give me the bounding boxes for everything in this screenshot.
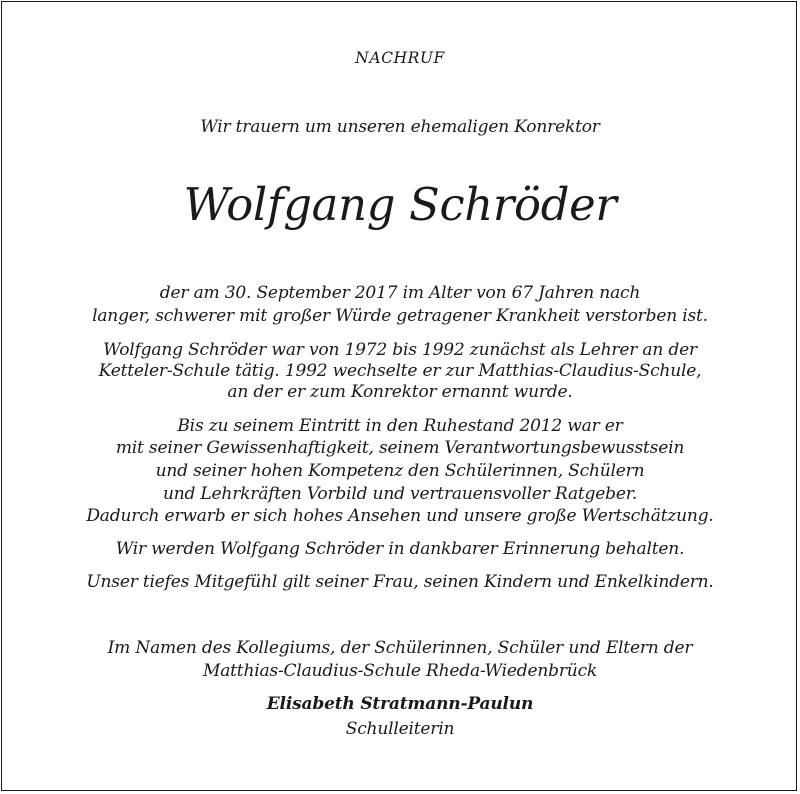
paragraph-line: Wolfgang Schröder war von 1972 bis 1992 zunächst als Lehrer an der	[103, 340, 697, 360]
paragraph-line: und Lehrkräften Vorbild und vertrauensvoller Ratgeber.	[162, 484, 638, 504]
notice-heading: NACHRUF	[355, 49, 445, 67]
paragraph-line: langer, schwerer mit großer Würde getragener Krankheit verstorben ist.	[92, 306, 708, 326]
paragraph-line: und seiner hohen Kompetenz den Schülerinnen, Schülern	[155, 461, 645, 481]
signatory-title: Schulleiterin	[345, 719, 455, 739]
paragraph-line: Dadurch erwarb er sich hohes Ansehen und unsere große Wertschätzung.	[86, 506, 714, 526]
closing-line: Im Namen des Kollegiums, der Schülerinnen, Schüler und Eltern der	[107, 638, 693, 658]
paragraph-line: Ketteler-Schule tätig. 1992 wechselte er zur Matthias-Claudius-Schule,	[98, 361, 702, 381]
paragraph-line: Wir werden Wolfgang Schröder in dankbarer Erinnerung behalten.	[115, 539, 685, 559]
deceased-name: Wolfgang Schröder	[183, 178, 617, 231]
paragraph-line: der am 30. September 2017 im Alter von 67 Jahren nach	[159, 283, 641, 303]
closing-line: Matthias-Claudius-Schule Rheda-Wiedenbrück	[202, 661, 598, 681]
intro-line: Wir trauern um unseren ehemaligen Konrektor	[200, 117, 600, 137]
paragraph-line: mit seiner Gewissenhaftigkeit, seinem Verantwortungsbewusstsein	[115, 438, 685, 458]
paragraph-line: an der er zum Konrektor ernannt wurde.	[227, 382, 573, 402]
signatory-name: Elisabeth Stratmann-Paulun	[266, 694, 534, 714]
paragraph-line: Bis zu seinem Eintritt in den Ruhestand 2012 war er	[177, 416, 623, 436]
paragraph-line: Unser tiefes Mitgefühl gilt seiner Frau, seinen Kindern und Enkelkindern.	[86, 572, 714, 592]
